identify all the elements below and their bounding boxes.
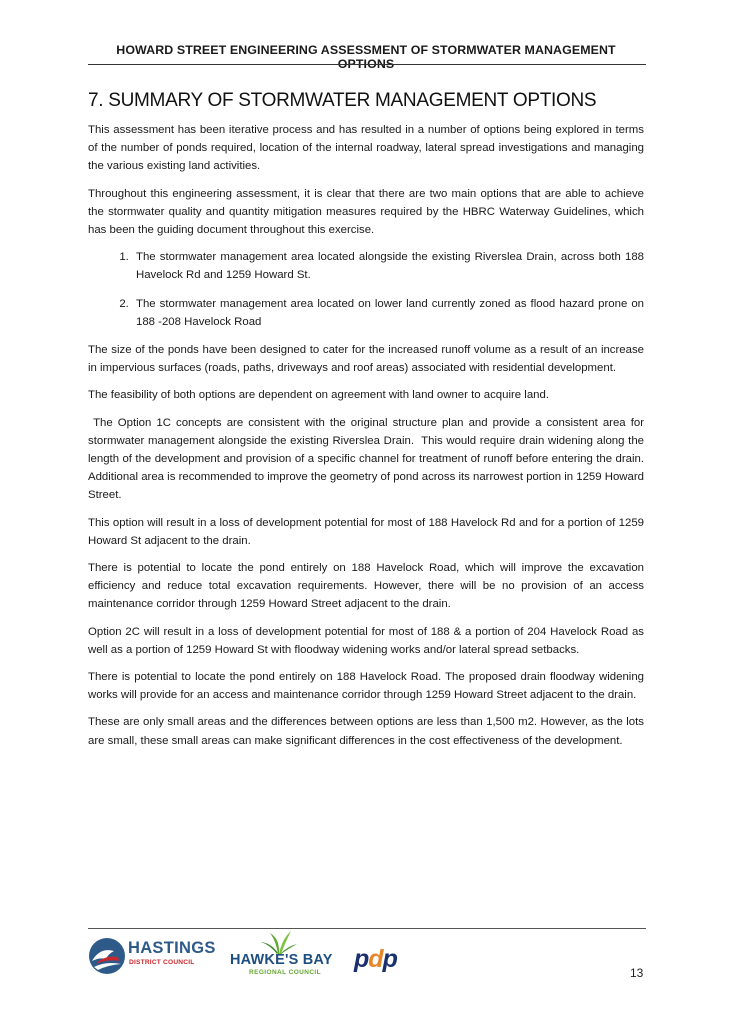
paragraph: These are only small areas and the differences between options are less than 1,500 m2. However, as the lots are small, these small areas can make significant differences in the cost effectiveness of the development. bbox=[88, 716, 644, 747]
list-item: 1. The stormwater management area located alongside the existing Riverslea Drain, across both 188 Havelock Rd and 1259 Howard St. bbox=[132, 248, 644, 284]
list-item: 2. The stormwater management area located on lower land currently zoned as flood hazard prone on 188 -208 Havelock Road bbox=[132, 295, 644, 331]
section-title: 7. SUMMARY OF STORMWATER MANAGEMENT OPTIONS bbox=[88, 90, 597, 111]
footer-divider bbox=[88, 928, 646, 929]
pdp-wordmark: pdp bbox=[354, 945, 397, 973]
paragraph: There is potential to locate the pond entirely on 188 Havelock Road. The proposed drain floodway widening works will provide for an access and maintenance corridor through 1259 Howard Street adjacent to the drain. bbox=[88, 671, 644, 702]
hastings-emblem-icon bbox=[88, 937, 126, 975]
paragraph: There is potential to locate the pond entirely on 188 Havelock Road, which will improve the excavation efficiency and reduce total excavation requirements. However, there will be no provision of an access maintenance corridor through 1259 Howard Street adjacent to the drain. bbox=[88, 562, 644, 611]
running-header: HOWARD STREET ENGINEERING ASSESSMENT OF STORMWATER MANAGEMENT OPTIONS bbox=[116, 43, 616, 71]
hastings-name: HASTINGS bbox=[128, 939, 216, 957]
paragraph: The Option 1C concepts are consistent with the original structure plan and provide a consistent area for stormwater management alongside the existing Riverslea Drain. This would require drain widening along the length of the development and provision of a specific channel for treatment of runoff before entering the drain. Additional area is recommended to improve the geometry of pond across its narrowest portion in 1259 Howard Street. bbox=[88, 416, 651, 502]
header-divider bbox=[88, 64, 646, 65]
pdp-logo bbox=[354, 945, 410, 979]
paragraph: The size of the ponds have been designed to cater for the increased runoff volume as a result of an increase in impervious surfaces (roads, paths, driveways and roof areas) associated with residential development. bbox=[88, 344, 644, 375]
hawkes-bay-regional-council-logo bbox=[230, 929, 342, 979]
hawkes-bay-subtitle: REGIONAL COUNCIL bbox=[249, 969, 322, 976]
body-text bbox=[88, 121, 651, 759]
options-list bbox=[88, 248, 644, 331]
paragraph: The feasibility of both options are dependent on agreement with land owner to acquire land. bbox=[88, 389, 549, 402]
paragraph: This assessment has been iterative process and has resulted in a number of options being explored in terms of the number of ponds required, location of the internal roadway, lateral spread investigations and managing the various existing land activities. bbox=[88, 124, 644, 173]
paragraph: This option will result in a loss of development potential for most of 188 Havelock Rd and for a portion of 1259 Howard St adjacent to the drain. bbox=[88, 516, 644, 547]
paragraph: Option 2C will result in a loss of development potential for most of 188 & a portion of 204 Havelock Road as well as a portion of 1259 Howard St with floodway widening works and/or lateral spread setbacks. bbox=[88, 625, 644, 656]
page-number: 13 bbox=[630, 966, 644, 980]
hawkes-bay-name: HAWKE'S BAY bbox=[230, 952, 333, 968]
hastings-subtitle: DISTRICT COUNCIL bbox=[129, 959, 195, 966]
paragraph: Throughout this engineering assessment, it is clear that there are two main options that are able to achieve the stormwater quality and quantity mitigation measures required by the HBRC Waterway Guidelines, which has been the guiding document throughout this exercise. bbox=[88, 187, 644, 237]
hastings-district-council-logo bbox=[88, 936, 218, 976]
